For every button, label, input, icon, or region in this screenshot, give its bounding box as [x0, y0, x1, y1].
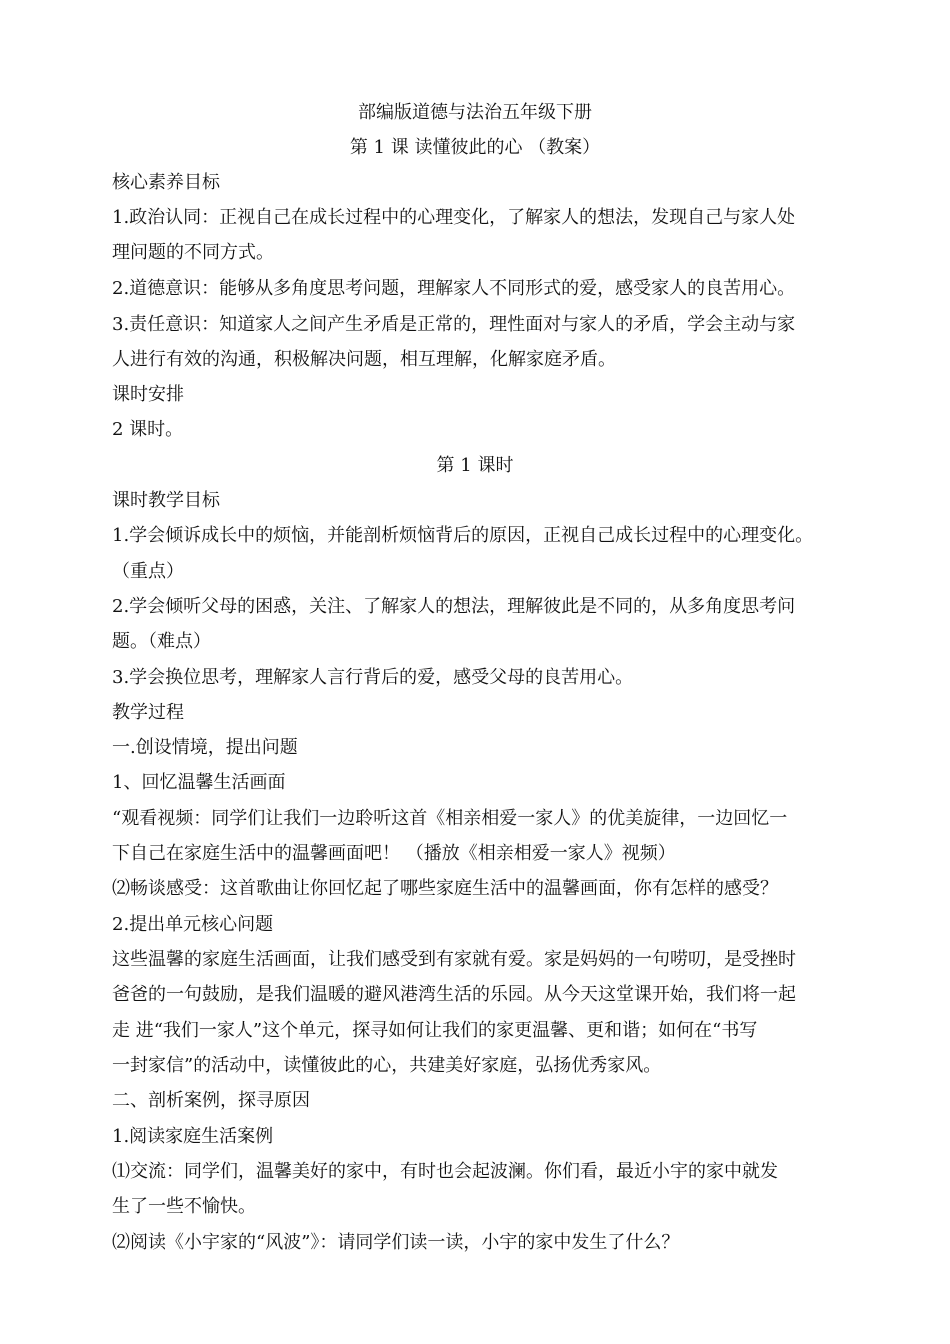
section-heading: 课时安排 — [112, 384, 184, 405]
lesson-period-heading: 第 1 课时 — [436, 455, 514, 476]
paragraph-line: 一封家信”的活动中，读懂彼此的心，共建美好家庭，弘扬优秀家风。 — [112, 1055, 662, 1076]
lesson-title: 第 1 课 读懂彼此的心 （教案） — [349, 137, 601, 158]
paragraph-line: 3.责任意识：知道家人之间产生矛盾是正常的，理性面对与家人的矛盾，学会主动与家 — [112, 314, 796, 335]
paragraph-line: 1.学会倾诉成长中的烦恼，并能剖析烦恼背后的原因，正视自己成长过程中的心理变化。 — [112, 525, 814, 546]
paragraph-line: ⑴交流：同学们，温馨美好的家中，有时也会起波澜。你们看，最近小宇的家中就发 — [112, 1161, 778, 1182]
section-heading: 课时教学目标 — [112, 490, 220, 511]
section-heading: 二、剖析案例，探寻原因 — [112, 1090, 310, 1111]
paragraph-line: 1.阅读家庭生活案例 — [112, 1126, 274, 1147]
paragraph-line: “观看视频：同学们让我们一边聆听这首《相亲相爱一家人》的优美旋律，一边回忆一 — [112, 808, 788, 829]
section-heading: 教学过程 — [112, 702, 184, 723]
paragraph-line: 走 进“我们一家人”这个单元，探寻如何让我们的家更温馨、更和谐；如何在“书写 — [112, 1020, 758, 1041]
paragraph-line: 1、回忆温馨生活画面 — [112, 772, 286, 793]
document-title: 部编版道德与法治五年级下册 — [358, 102, 592, 123]
paragraph-line: 这些温馨的家庭生活画面，让我们感受到有家就有爱。家是妈妈的一句唠叨，是受挫时 — [112, 949, 796, 970]
paragraph-line: 3.学会换位思考，理解家人言行背后的爱，感受父母的良苦用心。 — [112, 667, 634, 688]
paragraph-line: 2 课时。 — [112, 419, 184, 440]
paragraph-line: 下自己在家庭生活中的温馨画面吧！ （播放《相亲相爱一家人》视频） — [112, 843, 676, 864]
section-heading: 核心素养目标 — [112, 172, 220, 193]
paragraph-line: 生了一些不愉快。 — [112, 1196, 256, 1217]
paragraph-line: 题。（难点） — [112, 631, 211, 652]
paragraph-line: 一.创设情境，提出问题 — [112, 737, 298, 758]
paragraph-line: 理问题的不同方式。 — [112, 242, 274, 263]
paragraph-line: ⑵阅读《小宇家的“风波”》：请同学们读一读，小宇的家中发生了什么？ — [112, 1232, 680, 1253]
paragraph-line: 2.道德意识：能够从多角度思考问题，理解家人不同形式的爱，感受家人的良苦用心。 — [112, 278, 796, 299]
paragraph-line: 爸爸的一句鼓励，是我们温暖的避风港湾生活的乐园。从今天这堂课开始，我们将一起 — [112, 984, 796, 1005]
paragraph-line: 2.提出单元核心问题 — [112, 914, 274, 935]
paragraph-line: （重点） — [112, 561, 184, 582]
paragraph-line: 人进行有效的沟通，积极解决问题，相互理解，化解家庭矛盾。 — [112, 349, 616, 370]
paragraph-line: ⑵畅谈感受：这首歌曲让你回忆起了哪些家庭生活中的温馨画面，你有怎样的感受？ — [112, 878, 778, 899]
paragraph-line: 2.学会倾听父母的困惑，关注、了解家人的想法，理解彼此是不同的，从多角度思考问 — [112, 596, 796, 617]
paragraph-line: 1.政治认同：正视自己在成长过程中的心理变化，了解家人的想法，发现自己与家人处 — [112, 207, 796, 228]
